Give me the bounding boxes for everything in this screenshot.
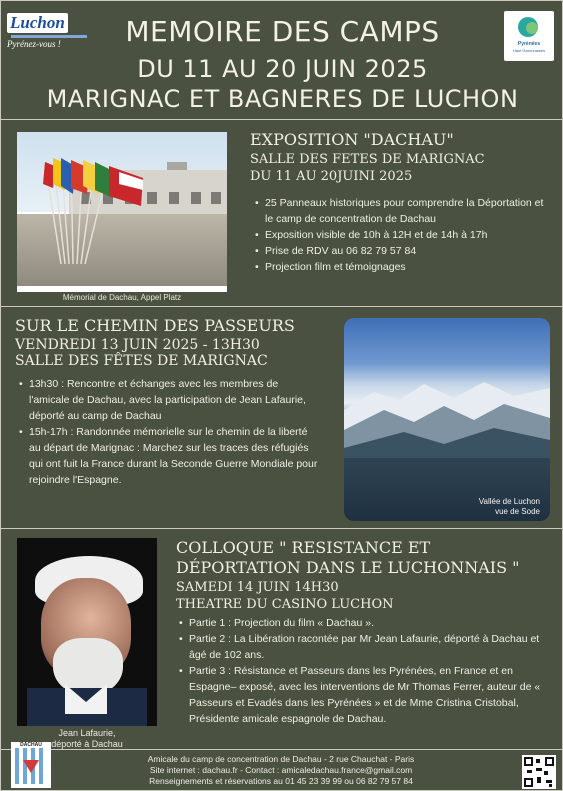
colloque-venue: THEATRE DU CASINO LUCHON	[176, 597, 394, 612]
logo-right-line2: Haut Garonnaises	[512, 48, 546, 53]
passeurs-title: SUR LE CHEMIN DES PASSEURS	[15, 316, 295, 335]
list-item: • Partie 1 : Projection du film « Dachau ».	[179, 615, 551, 631]
list-item: • Partie 2 : La Libération racontée par Mr Jean Lafaurie, déporté à Dachau et âgé de 102 ans.	[179, 631, 551, 663]
list-item: • Prise de RDV au 06 82 79 57 84	[255, 243, 547, 259]
exposition-venue: SALLE DES FETES DE MARIGNAC	[250, 152, 485, 167]
footer-contact	[61, 754, 501, 787]
list-item: • 25 Panneaux historiques pour comprendre la Déportation et le camp de concentration de Dachau	[255, 195, 547, 227]
mountains-icon	[344, 370, 550, 460]
divider	[1, 528, 563, 529]
colloque-list	[179, 615, 551, 727]
qr-code-icon[interactable]	[522, 755, 556, 789]
valley-photo-caption	[344, 497, 550, 517]
footer-line2: Site internet : dachau.fr - Contact : amicaledachau.france@gmail.com	[149, 765, 413, 775]
divider	[1, 119, 563, 120]
list-item: • Exposition visible de 10h à 12H et de 14h à 17h	[255, 227, 547, 243]
flags-icon	[31, 154, 161, 274]
colloque-title-line2: DÉPORTATION DANS LE LUCHONNAIS "	[176, 558, 520, 577]
portrait-caption-line1: Jean Lafaurie,	[58, 728, 116, 738]
amicale-logo-label: DACHAU	[20, 742, 42, 748]
list-item: • 13h30 : Rencontre et échanges avec les membres de l'amicale de Dachau, avec la participation de Jean Lafaurie, déporté au camp de Dachau	[19, 376, 319, 424]
exposition-title: EXPOSITION "DACHAU"	[250, 130, 454, 149]
list-item: • 15h-17h : Randonnée mémorielle sur le chemin de la liberté au départ de Marignac : Marchez sur les traces des réfugiés qui ont fuit la France durant la Seconde Guerre Mondiale pour rejoindre l'Espagne.	[19, 424, 319, 488]
colloque-date: SAMEDI 14 JUIN 14H30	[176, 580, 339, 595]
logo-right-line1: Pyrénées	[517, 41, 541, 47]
exposition-list	[255, 195, 547, 275]
page-places: MARIGNAC ET BAGNERES DE LUCHON	[46, 85, 519, 113]
divider	[1, 749, 563, 750]
passeurs-list	[19, 376, 319, 488]
luchon-logo-brand: Luchon	[7, 13, 68, 33]
valley-caption-line2: vue de Sode	[495, 507, 540, 516]
luchon-valley-photo	[344, 318, 550, 521]
list-item: • Partie 3 : Résistance et Passeurs dans les Pyrénées, en France et en Espagne– exposé, avec les interventions de Mr Thomas Ferrer, auteur de « Passeurs et Evadés dans les Pyrénées » et de Mme Cristina Cristobal, Présidente amicale espagnole de Dachau.	[179, 663, 551, 727]
memorial-photo-caption: Mémorial de Dachau, Appel Platz	[62, 293, 182, 302]
passeurs-date: VENDREDI 13 JUIN 2025 - 13H30	[15, 337, 260, 353]
valley-caption-line1: Vallée de Luchon	[478, 497, 540, 506]
passeurs-venue: SALLE DES FÊTES DE MARIGNAC	[15, 353, 268, 369]
jean-lafaurie-portrait	[17, 538, 157, 726]
footer-line3: Renseignements et réservations au 01 45 23 39 99 ou 06 82 79 57 84	[149, 776, 413, 786]
red-triangle-icon	[23, 760, 39, 773]
page-title: MEMOIRE DES CAMPS	[125, 15, 440, 48]
amicale-dachau-logo	[11, 742, 51, 788]
exposition-dates: DU 11 AU 20JUINI 2025	[250, 169, 413, 184]
list-item: • Projection film et témoignages	[255, 259, 547, 275]
colloque-title-line1: COLLOQUE " RESISTANCE ET	[176, 538, 431, 557]
colloque-title	[176, 538, 519, 578]
page-dates: DU 11 AU 20 JUIN 2025	[137, 55, 428, 83]
divider	[1, 306, 563, 307]
footer-line1: Amicale du camp de concentration de Dachau - 2 rue Chauchat - Paris	[147, 754, 415, 764]
luchon-logo-tagline: Pyrénez-vous !	[7, 39, 61, 49]
portrait-caption-line2: déporté à Dachau	[51, 739, 123, 749]
dachau-memorial-photo	[17, 132, 227, 292]
